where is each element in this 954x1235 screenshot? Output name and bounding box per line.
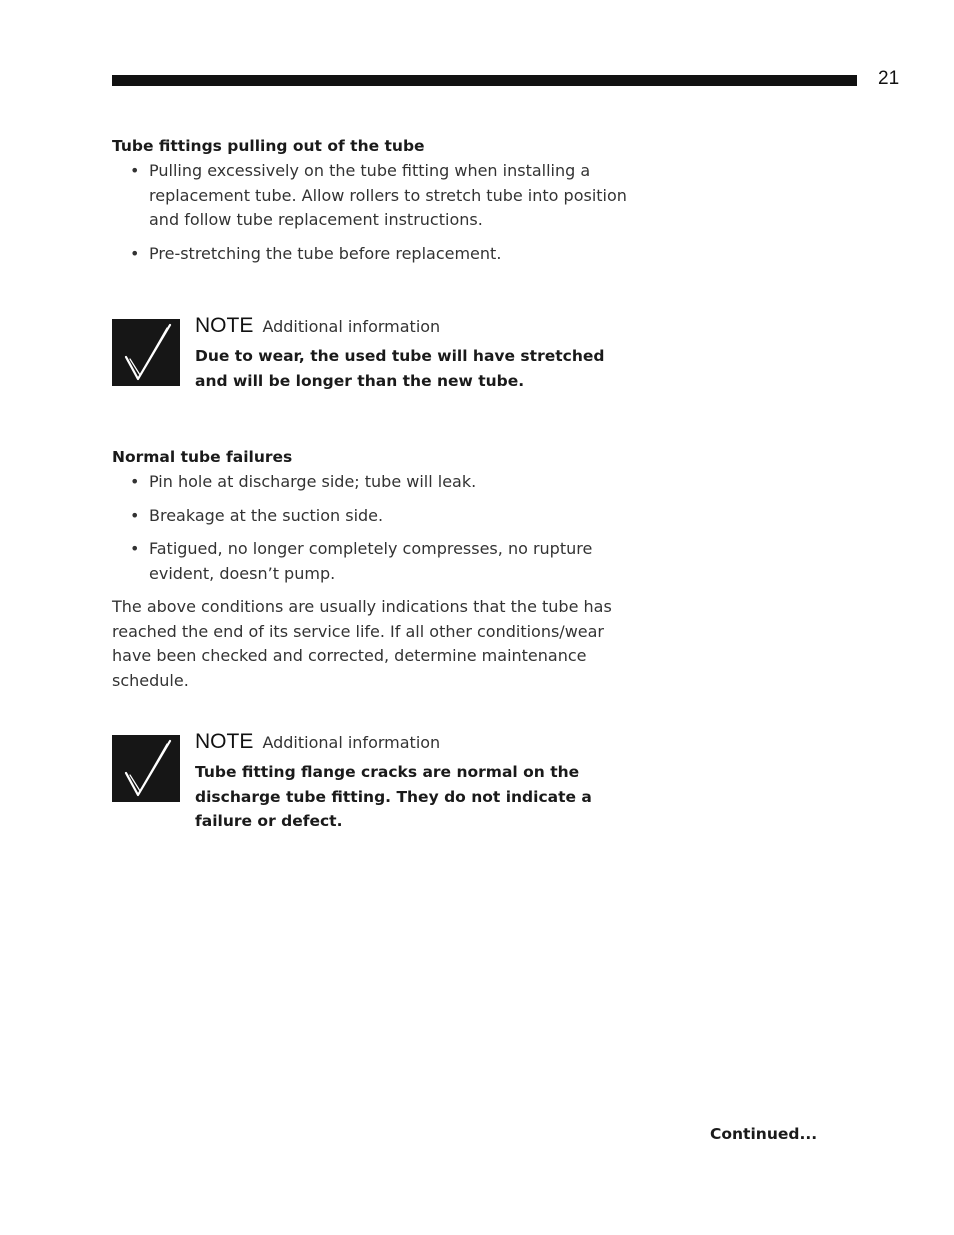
list-item-text: Fatigued, no longer completely compresses, no rupture evident, doesn’t pump. bbox=[149, 539, 593, 583]
list-item bbox=[130, 504, 630, 529]
bullet-dot: • bbox=[130, 472, 140, 491]
note-subtitle: Additional information bbox=[262, 317, 441, 336]
checkmark-icon bbox=[112, 319, 180, 386]
bullet-dot: • bbox=[130, 506, 140, 525]
list-item bbox=[130, 159, 630, 233]
note-header bbox=[195, 730, 440, 754]
list-item-text: Pre-stretching the tube before replacement. bbox=[149, 244, 502, 263]
list-item bbox=[130, 537, 630, 586]
note-body: Due to wear, the used tube will have stretched and will be longer than the new tube. bbox=[195, 347, 605, 390]
note-subtitle: Additional information bbox=[262, 733, 441, 752]
list-item-text: Pulling excessively on the tube fitting when installing a replacement tube. Allow rollers to stretch tube into position and follow tube replacement instructions. bbox=[149, 161, 627, 229]
header-rule bbox=[112, 75, 857, 86]
page-number: 21 bbox=[878, 68, 900, 89]
section-heading-normal-failures: Normal tube failures bbox=[112, 448, 293, 466]
section-heading-tube-fittings: Tube fittings pulling out of the tube bbox=[112, 137, 425, 155]
bullet-dot: • bbox=[130, 244, 140, 263]
list-item bbox=[130, 470, 630, 495]
checkmark-icon bbox=[112, 735, 180, 802]
list-item-text: Pin hole at discharge side; tube will leak. bbox=[149, 472, 477, 491]
note-label: NOTE bbox=[195, 730, 254, 753]
body-paragraph: The above conditions are usually indications that the tube has reached the end of its service life. If all other conditions/wear have been checked and corrected, determine maintenance schedule. bbox=[112, 597, 612, 690]
note-body: Tube fitting flange cracks are normal on the discharge tube fitting. They do not indicate a failure or defect. bbox=[195, 763, 592, 830]
list-item-text: Breakage at the suction side. bbox=[149, 506, 384, 525]
bullet-dot: • bbox=[130, 161, 140, 180]
continued-label: Continued... bbox=[710, 1125, 818, 1143]
note-label: NOTE bbox=[195, 314, 254, 337]
note-header bbox=[195, 314, 440, 338]
bullet-dot: • bbox=[130, 539, 140, 558]
list-item bbox=[130, 242, 630, 267]
